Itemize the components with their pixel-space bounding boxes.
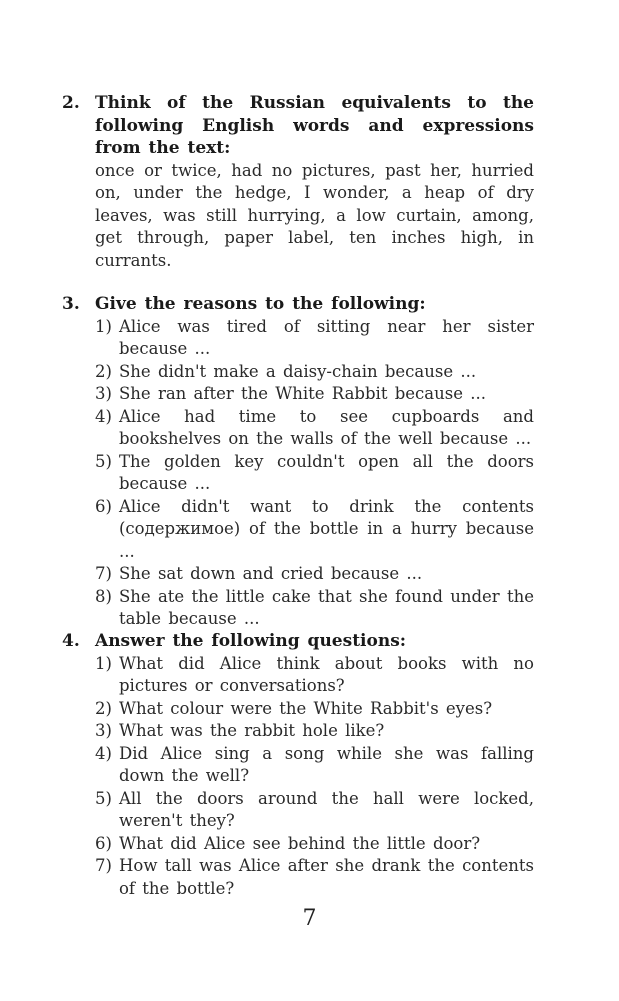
exercise-2 (62, 92, 534, 272)
item-text: What did Alice think about books with no pictures or conversations? (119, 653, 534, 695)
item-number: 4) (95, 743, 112, 763)
item-text: She didn't make a daisy-chain because ... (119, 361, 477, 381)
item-text: The golden key couldn't open all the doors because ... (119, 451, 534, 493)
page-number: 7 (302, 906, 317, 931)
item-number: 5) (95, 788, 112, 808)
item-number: 1) (95, 316, 112, 336)
item-text: What colour were the White Rabbit's eyes? (119, 698, 493, 718)
list-item (95, 406, 534, 451)
list-item (95, 833, 534, 856)
reasons-list (95, 316, 534, 631)
list-item (95, 451, 534, 496)
item-number: 6) (95, 833, 112, 853)
item-number: 3) (95, 384, 112, 403)
item-text: She ran after the White Rabbit because ... (119, 384, 486, 403)
questions-list (95, 653, 534, 901)
item-number: 7) (95, 564, 112, 583)
list-item (95, 743, 534, 788)
item-text: Did Alice sing a song while she was falling down the well? (119, 743, 534, 785)
list-item (95, 586, 534, 631)
exercise-4 (62, 630, 534, 900)
exercise-number: 4. (62, 631, 80, 651)
item-number: 6) (95, 496, 112, 516)
item-text: She ate the little cake that she found under the table because ... (119, 586, 534, 628)
exercise-title: Think of the Russian equivalents to the following English words and expressions from the text: (95, 93, 534, 158)
exercise-number: 2. (62, 93, 80, 113)
list-item (95, 316, 534, 361)
item-number: 7) (95, 856, 112, 875)
item-number: 3) (95, 721, 112, 740)
item-number: 4) (95, 406, 112, 426)
item-text: All the doors around the hall were locked, weren't they? (119, 788, 534, 830)
list-item (95, 563, 534, 586)
item-text: How tall was Alice after she drank the contents of the bottle? (119, 856, 534, 898)
exercise-title: Answer the following questions: (95, 631, 407, 651)
list-item (95, 653, 534, 698)
list-item (95, 788, 534, 833)
exercise-text: once or twice, had no pictures, past her, hurried on, under the hedge, I wonder, a heap of dry leaves, was still hurrying, a low curtain, among, get through, paper label, ten inches high, in currants. (95, 160, 534, 270)
item-number: 2) (95, 698, 112, 718)
item-text: Alice was tired of sitting near her sister because ... (119, 316, 534, 358)
item-text: What did Alice see behind the little door? (119, 833, 481, 853)
item-number: 8) (95, 586, 112, 606)
item-text: What was the rabbit hole like? (119, 721, 385, 740)
list-item (95, 855, 534, 900)
item-number: 2) (95, 361, 112, 381)
item-number: 5) (95, 451, 112, 471)
item-text: Alice had time to see cupboards and bookshelves on the walls of the well because ... (119, 406, 534, 448)
list-item (95, 361, 534, 384)
item-text: Alice didn't want to drink the contents (содержимое) of the bottle in a hurry because ... (119, 496, 534, 561)
exercise-title: Give the reasons to the following: (95, 294, 426, 314)
item-text: She sat down and cried because ... (119, 564, 423, 583)
list-item (95, 383, 534, 406)
list-item (95, 720, 534, 743)
exercise-3 (62, 293, 534, 631)
item-number: 1) (95, 653, 112, 673)
list-item (95, 698, 534, 721)
list-item (95, 496, 534, 564)
exercise-number: 3. (62, 294, 80, 314)
